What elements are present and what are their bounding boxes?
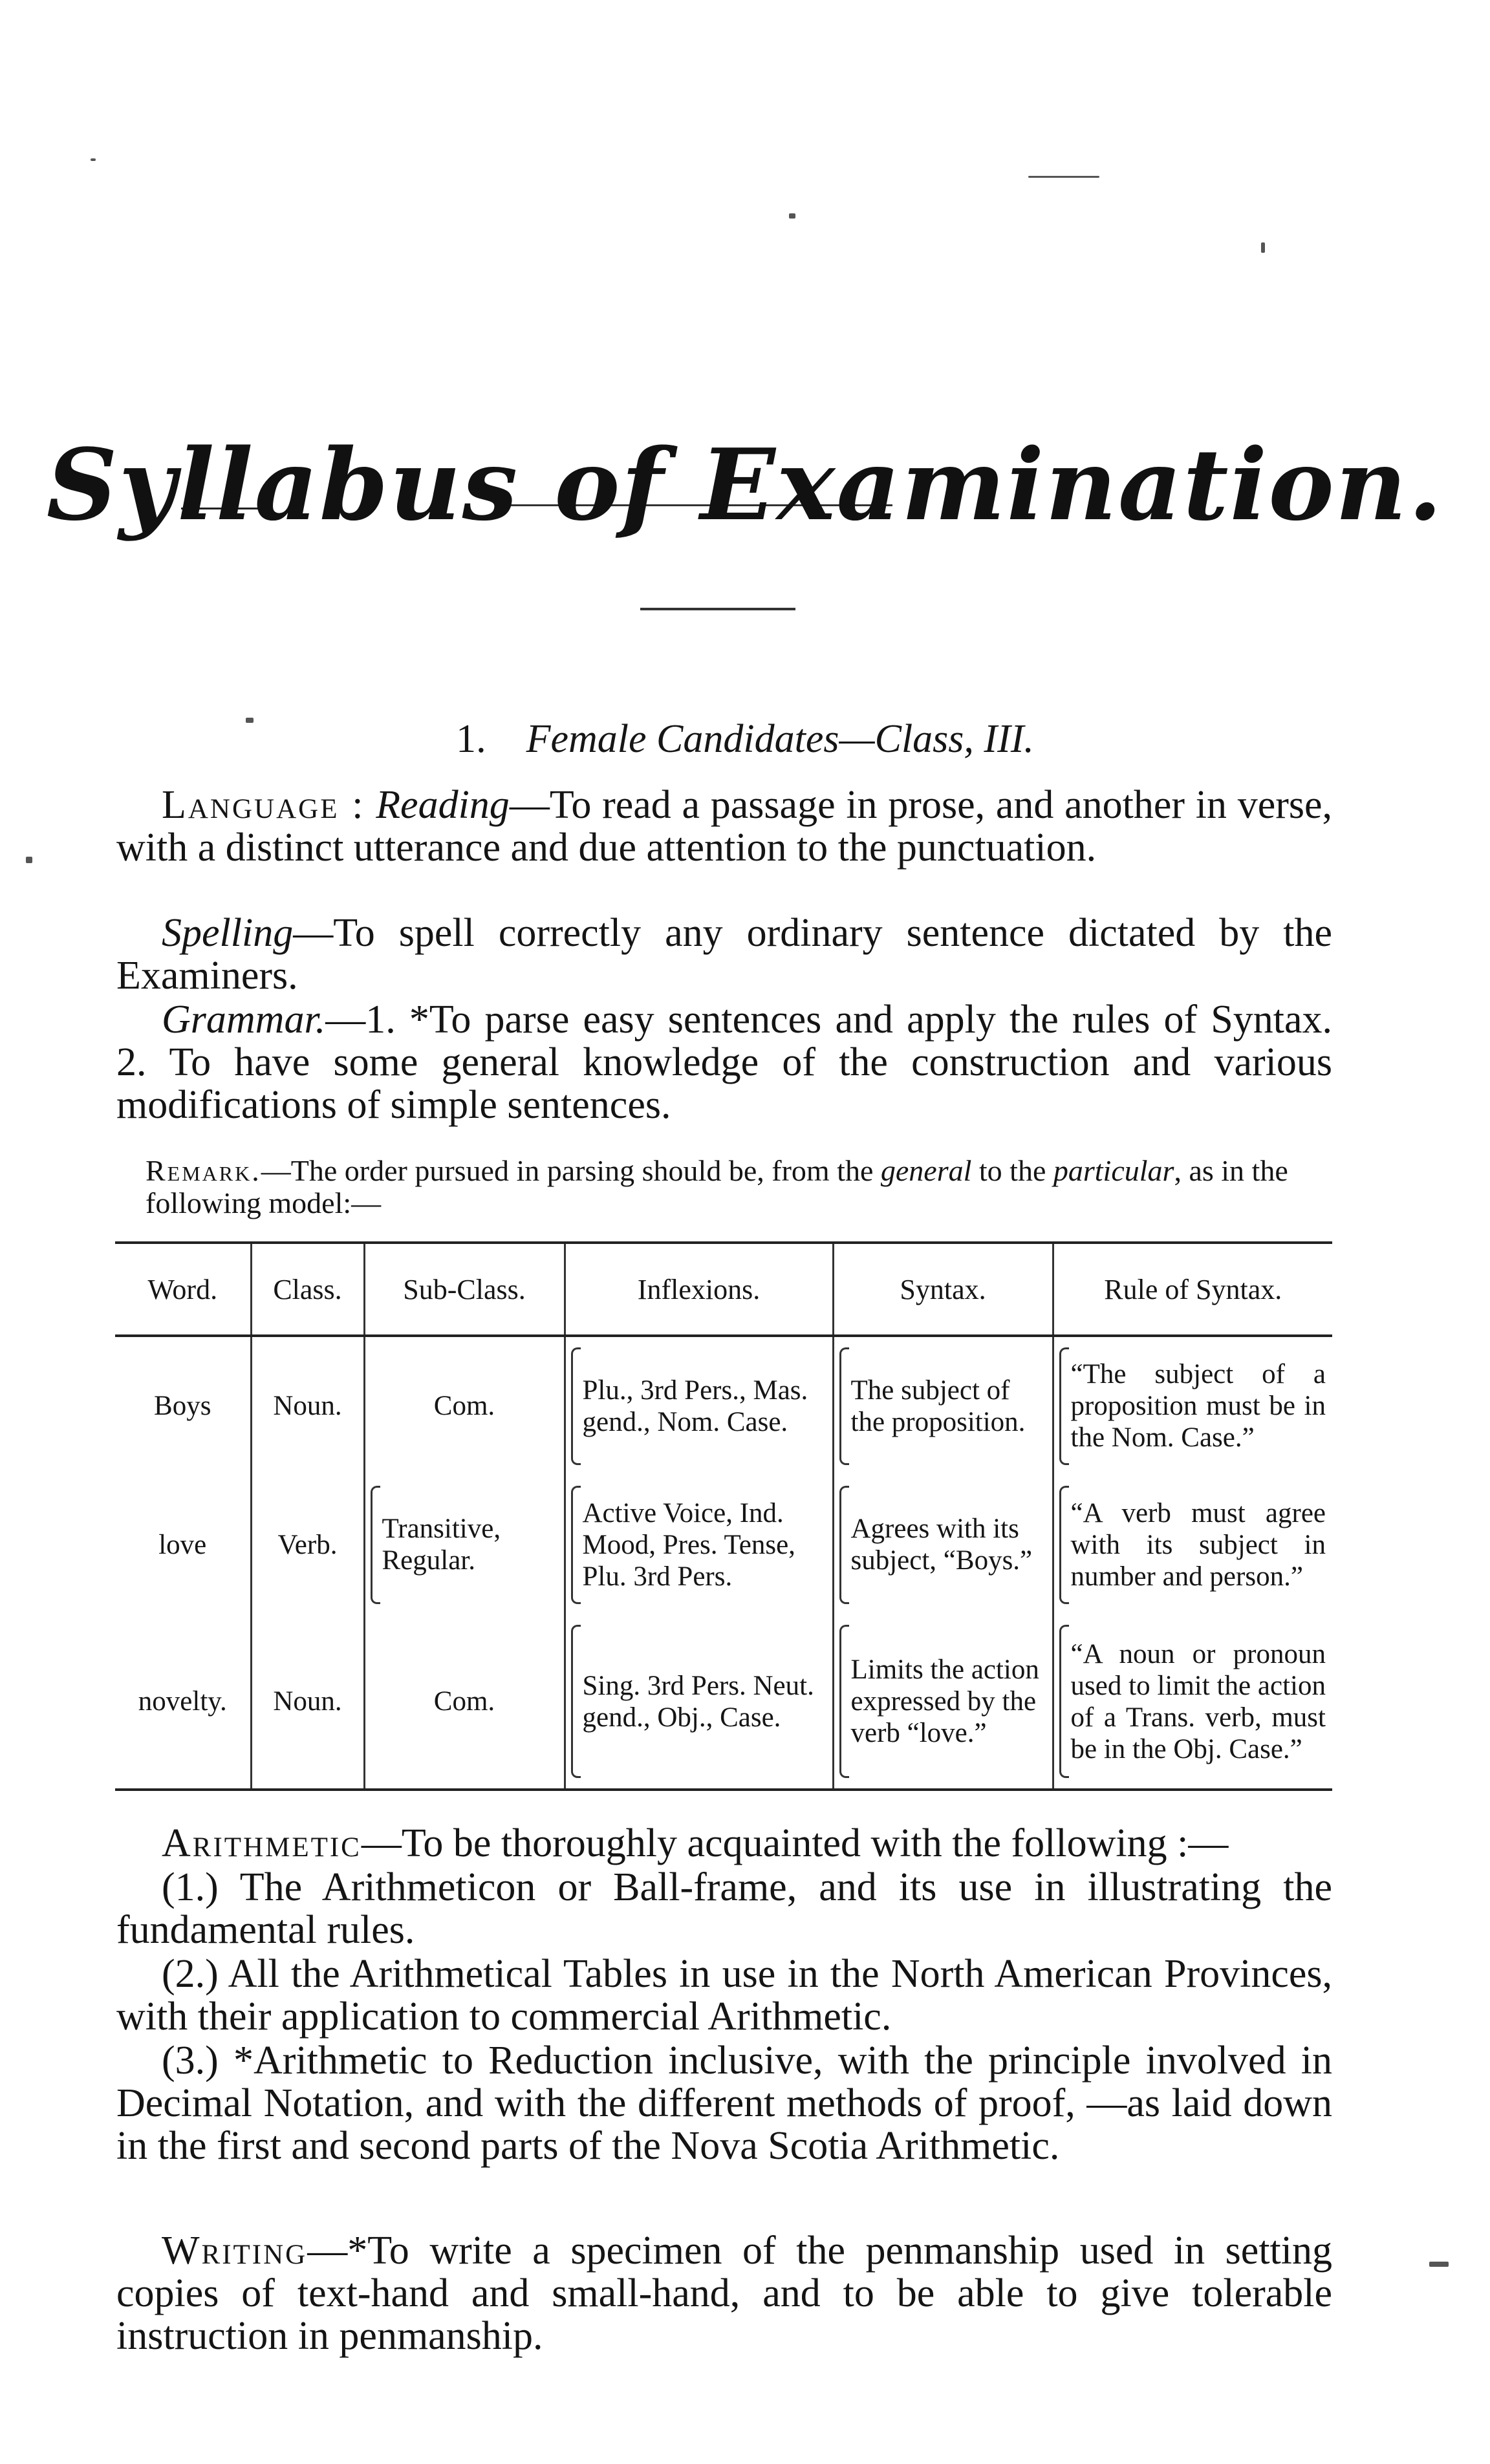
remark-general: general xyxy=(880,1154,972,1187)
spelling-label: Spelling xyxy=(162,911,294,955)
cell-class: Verb. xyxy=(251,1475,364,1615)
cell-rule: “A noun or pronoun used to limit the action of a Trans. verb, must be in the Obj. Case.” xyxy=(1053,1614,1332,1790)
cell-word: love xyxy=(158,1529,207,1560)
arithmetic-item: (3.) *Arithmetic to Reduction inclusive, with the principle involved in Decimal Notation, and with the different methods of proof, —as laid down in the first and second parts of the Nova Scotia Arithmetic. xyxy=(116,2039,1332,2168)
grammar-text: —1. *To parse easy sentences and apply the rules of Syntax. 2. To have some general knowledge of the construction and various modifications of simple sentences. xyxy=(116,998,1332,1127)
table-header: Syntax. xyxy=(833,1243,1053,1336)
table-header: Sub-Class. xyxy=(364,1243,565,1336)
cell-subclass: Transitive, Regular. xyxy=(364,1475,565,1615)
remark-label: Remark. xyxy=(146,1154,261,1187)
table-header: Inflexions. xyxy=(565,1243,833,1336)
table-row xyxy=(115,1614,1332,1790)
arithmetic-item: (2.) All the Arithmetical Tables in use in the North American Provinces, with their application to commercial Arithmetic. xyxy=(116,1952,1332,2039)
section-heading xyxy=(0,716,1490,762)
parsing-table xyxy=(115,1241,1332,1791)
scan-speck xyxy=(1261,242,1265,253)
arithmetic-intro: —To be thoroughly acquainted with the following :— xyxy=(361,1821,1229,1865)
cell-syntax: Agrees with its subject, “Boys.” xyxy=(833,1475,1053,1615)
remark-paragraph xyxy=(146,1155,1332,1219)
reading-text: —To read a passage in prose, and another in verse, with a distinct utterance and due attention to the punctuation. xyxy=(116,783,1333,870)
table-row xyxy=(115,1475,1332,1615)
language-spelling-paragraph xyxy=(116,912,1332,997)
remark-text-before: —The order pursued in parsing should be, from the xyxy=(261,1154,881,1187)
grammar-label: Grammar. xyxy=(162,998,326,1042)
writing-label: Writing xyxy=(162,2229,308,2273)
cell-word: Boys xyxy=(154,1391,211,1422)
section-number: 1. xyxy=(456,717,486,761)
arithmetic-label: Arithmetic xyxy=(162,1821,362,1865)
spelling-text: —To spell correctly any ordinary sentence dictated by the Examiners. xyxy=(116,911,1332,998)
reading-label: Reading xyxy=(376,783,510,827)
scan-speck xyxy=(1028,176,1099,178)
cell-class: Noun. xyxy=(251,1336,364,1475)
remark-text-after: , as in the following model:— xyxy=(146,1154,1288,1219)
cell-inflexions: Plu., 3rd Pers., Mas. gend., Nom. Case. xyxy=(565,1336,833,1475)
cell-rule: “The subject of a proposition must be in the Nom. Case.” xyxy=(1053,1336,1332,1475)
cell-subclass: Com. xyxy=(364,1336,565,1475)
cell-syntax: The subject of the proposition. xyxy=(833,1336,1053,1475)
scan-speck xyxy=(246,718,254,723)
page-title: Syllabus of Examination. xyxy=(46,427,1444,542)
cell-inflexions: Sing. 3rd Pers. Neut. gend., Obj., Case. xyxy=(565,1614,833,1790)
writing-paragraph xyxy=(116,2229,1332,2357)
language-grammar-paragraph xyxy=(116,998,1332,1126)
cell-class: Noun. xyxy=(251,1614,364,1790)
table-header: Class. xyxy=(251,1243,364,1336)
cell-rule: “A verb must agree with its subject in number and person.” xyxy=(1053,1475,1332,1615)
scan-speck xyxy=(1429,2262,1449,2267)
section-candidates: Female Candidates—Class, III. xyxy=(526,717,1034,761)
table-header-row xyxy=(115,1243,1332,1336)
remark-particular: particular xyxy=(1053,1154,1174,1187)
scan-speck xyxy=(91,158,96,161)
language-reading-paragraph xyxy=(116,784,1332,869)
writing-text: —*To write a specimen of the penmanship used in setting copies of text-hand and small-hand, and to be able to give tolerable instruction in penmanship. xyxy=(116,2229,1332,2358)
language-label: Language : xyxy=(162,783,365,827)
table-row xyxy=(115,1336,1332,1475)
remark-text-mid: to the xyxy=(971,1154,1053,1187)
scan-speck xyxy=(789,213,795,219)
cell-subclass: Com. xyxy=(364,1614,565,1790)
table-header: Rule of Syntax. xyxy=(1053,1243,1332,1336)
table-header: Word. xyxy=(115,1243,251,1336)
arithmetic-item: (1.) The Arithmeticon or Ball-frame, and its use in illustrating the fundamental rules. xyxy=(116,1865,1332,1952)
arithmetic-intro-paragraph xyxy=(116,1822,1332,1865)
cell-word: novelty. xyxy=(115,1614,251,1790)
cell-inflexions: Active Voice, Ind. Mood, Pres. Tense, Plu. 3rd Pers. xyxy=(565,1475,833,1615)
scan-speck xyxy=(26,857,32,863)
cell-syntax: Limits the action expressed by the verb “love.” xyxy=(833,1614,1053,1790)
title-underline xyxy=(640,608,795,610)
